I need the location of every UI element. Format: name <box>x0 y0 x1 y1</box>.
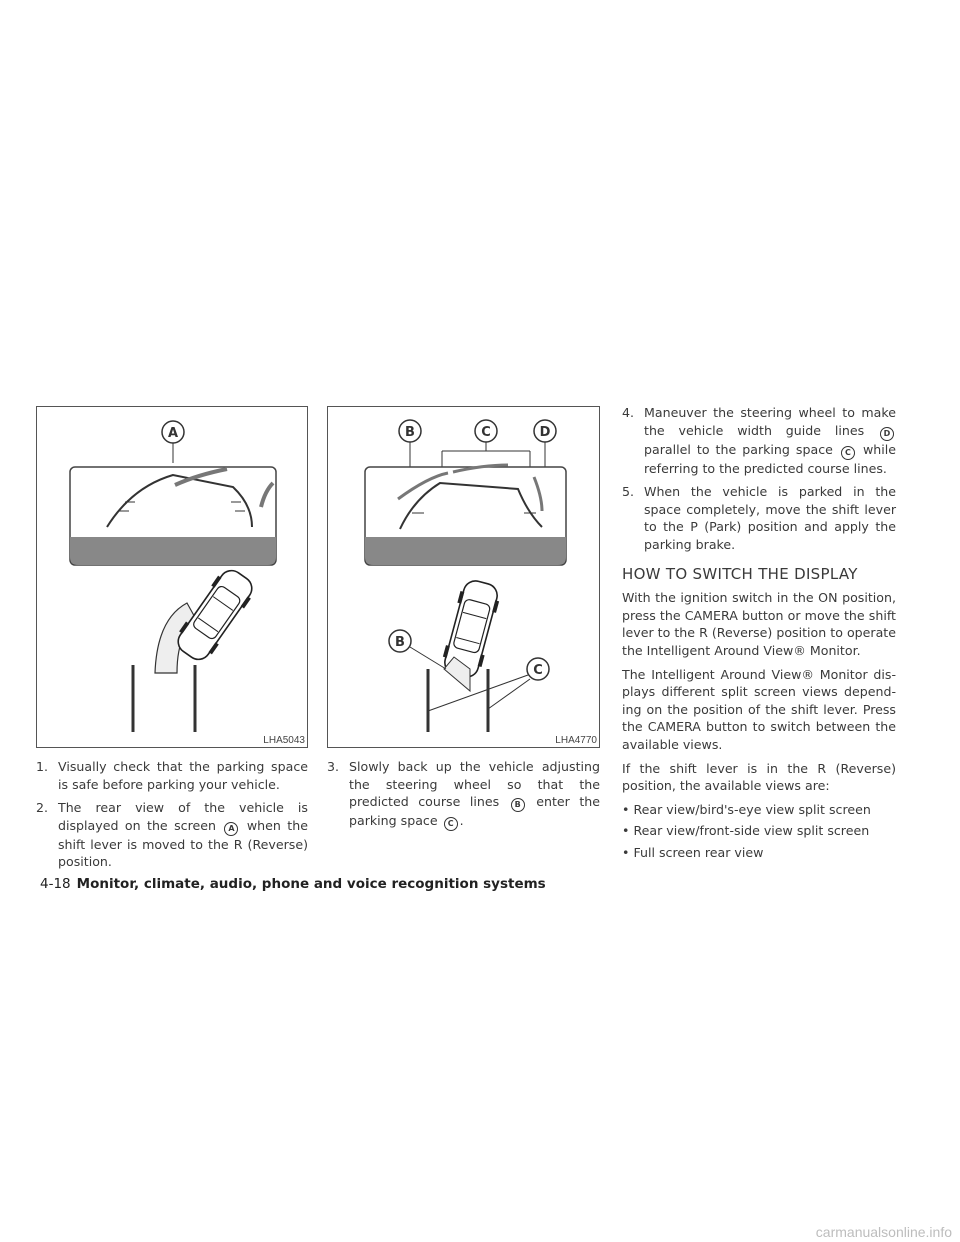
callout-badge: B <box>511 798 525 812</box>
paragraph: With the ignition switch in the ON position, press the CAMERA button or move the shift lever to the R (Reverse) position to operate the Intelligent Around View® Monitor. <box>622 590 896 658</box>
figure-code: LHA5043 <box>263 735 305 746</box>
step-5: 5. When the vehicle is parked in the space completely, move the shift lever to the P (Park) position and apply the parking brake. <box>622 484 896 552</box>
page-number: 4-18 <box>40 876 71 892</box>
svg-text:B: B <box>405 425 415 440</box>
figure-code: LHA4770 <box>555 735 597 746</box>
svg-text:B: B <box>395 635 405 650</box>
svg-text:D: D <box>539 425 551 440</box>
footer-section-title: Monitor, climate, audio, phone and voice recognition systems <box>76 876 546 892</box>
paragraph: If the shift lever is in the R (Reverse) position, the available views are: <box>622 760 896 794</box>
callout-badge: A <box>224 822 238 836</box>
svg-text:C: C <box>481 425 491 440</box>
step-2: 2. The rear view of the vehicle is displayed on the screen A when the shift lever is moved to the R (Reverse) position. <box>36 800 308 870</box>
bullet-item: • Rear view/bird's-eye view split screen <box>622 801 871 817</box>
page-footer <box>40 876 546 892</box>
watermark: carmanualsonline.info <box>815 1224 952 1240</box>
svg-text:C: C <box>533 663 543 678</box>
figure-course-lines-illustration <box>328 407 599 747</box>
figure-rear-view <box>36 406 308 748</box>
paragraph: The Intelligent Around View® Monitor dis-plays different split screen views depend-ing on the position of the shift lever. Press the CAMERA button to switch between the available views. <box>622 666 896 752</box>
bullet-item: • Rear view/front-side view split screen <box>622 823 870 839</box>
callout-a: A <box>167 426 179 441</box>
bullet-item: • Full screen rear view <box>622 844 764 860</box>
step-1: 1. Visually check that the parking space is safe before parking your vehicle. <box>36 759 308 792</box>
callout-badge: D <box>880 427 894 441</box>
column-left <box>36 758 308 877</box>
step-4: 4. Maneuver the steering wheel to make the vehicle width guide lines D parallel to the parking space C while referring to the predicted course lines. <box>622 405 896 476</box>
figure-course-lines <box>327 406 600 748</box>
step-3: 3. Slowly back up the vehicle adjusting the steering wheel so that the predicted course lines B enter the parking space C . <box>327 758 600 831</box>
figure-rear-view-illustration <box>37 407 307 747</box>
column-middle <box>327 758 600 837</box>
callout-badge: C <box>444 817 458 831</box>
section-heading: HOW TO SWITCH THE DISPLAY <box>622 564 858 583</box>
callout-badge: C <box>841 446 855 460</box>
column-right <box>622 404 896 865</box>
